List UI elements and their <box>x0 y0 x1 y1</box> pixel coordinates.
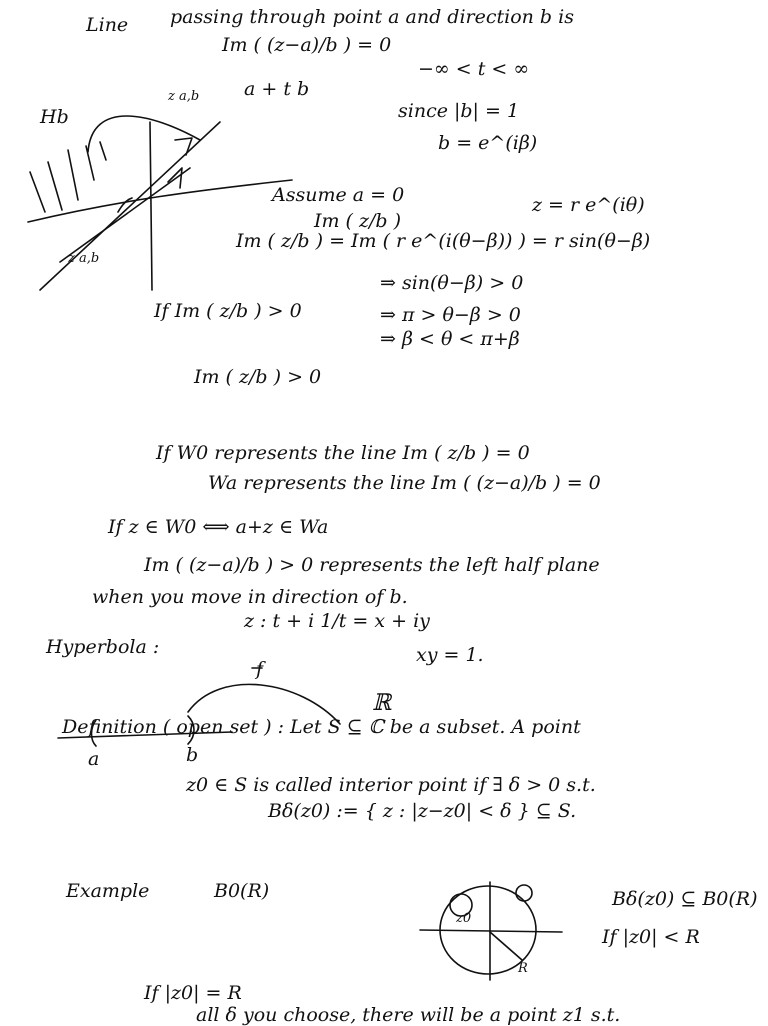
note-line: Bδ(z0) := { z : |z−z0| < δ } ⊆ S. <box>268 800 577 822</box>
note-line: Hb <box>40 106 69 128</box>
note-line: when you move in direction of b. <box>92 586 408 608</box>
note-line: If Im ( z/b ) > 0 <box>154 300 302 322</box>
note-line: Line <box>86 14 129 36</box>
note-line: Im ( (z−a)/b ) = 0 <box>222 34 392 56</box>
ball-sketch <box>420 882 562 980</box>
note-line: a + t b <box>244 78 310 100</box>
radius-line <box>490 932 522 960</box>
note-line: Hyperbola : <box>46 636 160 658</box>
note-line: Im ( z/b ) > 0 <box>194 366 322 388</box>
note-line: z a,b <box>68 251 100 266</box>
note-line: If z ∈ W0 ⟺ a+z ∈ Wa <box>108 516 329 538</box>
diagonal-line-za-b <box>40 122 220 290</box>
note-line: z : t + i 1/t = x + iy <box>244 610 430 632</box>
note-line: Assume a = 0 <box>272 184 405 206</box>
hatch-3 <box>68 150 78 200</box>
note-line: Im ( z/b ) = Im ( r e^(i(θ−β)) ) = r sin(θ−β) <box>236 230 651 252</box>
note-line: xy = 1. <box>416 644 484 666</box>
note-line: B0(R) <box>214 880 270 902</box>
note-line: ⇒ sin(θ−β) > 0 <box>380 272 524 294</box>
note-line: ⇒ β < θ < π+β <box>380 328 520 350</box>
note-line: Bδ(z0) ⊆ B0(R) <box>612 888 758 910</box>
note-line: b <box>186 744 199 766</box>
note-line: f <box>256 658 264 680</box>
note-line: z0 ∈ S is called interior point if ∃ δ > 0 s.t. <box>186 774 596 796</box>
note-line: R <box>518 961 528 976</box>
note-line: z a,b <box>168 89 200 104</box>
hatch-5 <box>100 142 106 160</box>
note-line: ℝ <box>372 690 392 716</box>
note-line: z = r e^(iθ) <box>532 194 645 216</box>
note-line: Definition ( open set ) : Let S ⊆ ℂ be a subset. A point <box>62 716 581 738</box>
note-line: all δ you choose, there will be a point z1 s.t. <box>196 1004 621 1026</box>
note-line: −∞ < t < ∞ <box>418 58 530 80</box>
note-line: Example <box>66 880 150 902</box>
note-line: If |z0| = R <box>144 982 242 1004</box>
hatch-2 <box>48 162 62 210</box>
hatch-1 <box>30 172 45 212</box>
horizontal-line <box>28 180 292 222</box>
second-diagonal <box>60 168 190 262</box>
note-line: a <box>88 748 100 770</box>
arrow-head-1 <box>175 138 192 155</box>
note-line: Im ( z/b ) <box>314 210 402 232</box>
note-line: passing through point a and direction b is <box>170 6 574 28</box>
note-line: Im ( (z−a)/b ) > 0 represents the left half plane <box>144 554 600 576</box>
region-arc <box>88 116 200 152</box>
hatch-4 <box>86 146 94 180</box>
note-line: If W0 represents the line Im ( z/b ) = 0 <box>156 442 530 464</box>
note-line: ⇒ π > θ−β > 0 <box>380 304 521 326</box>
vertical-line <box>150 122 152 290</box>
note-line: If |z0| < R <box>602 926 700 948</box>
note-line: Wa represents the line Im ( (z−a)/b ) = 0 <box>208 472 601 494</box>
note-line: z0 <box>456 911 472 926</box>
note-line: since |b| = 1 <box>398 100 520 122</box>
horizontal-axis <box>420 930 562 932</box>
small-circle-boundary <box>516 885 532 901</box>
note-line: b = e^(iβ) <box>438 132 538 154</box>
